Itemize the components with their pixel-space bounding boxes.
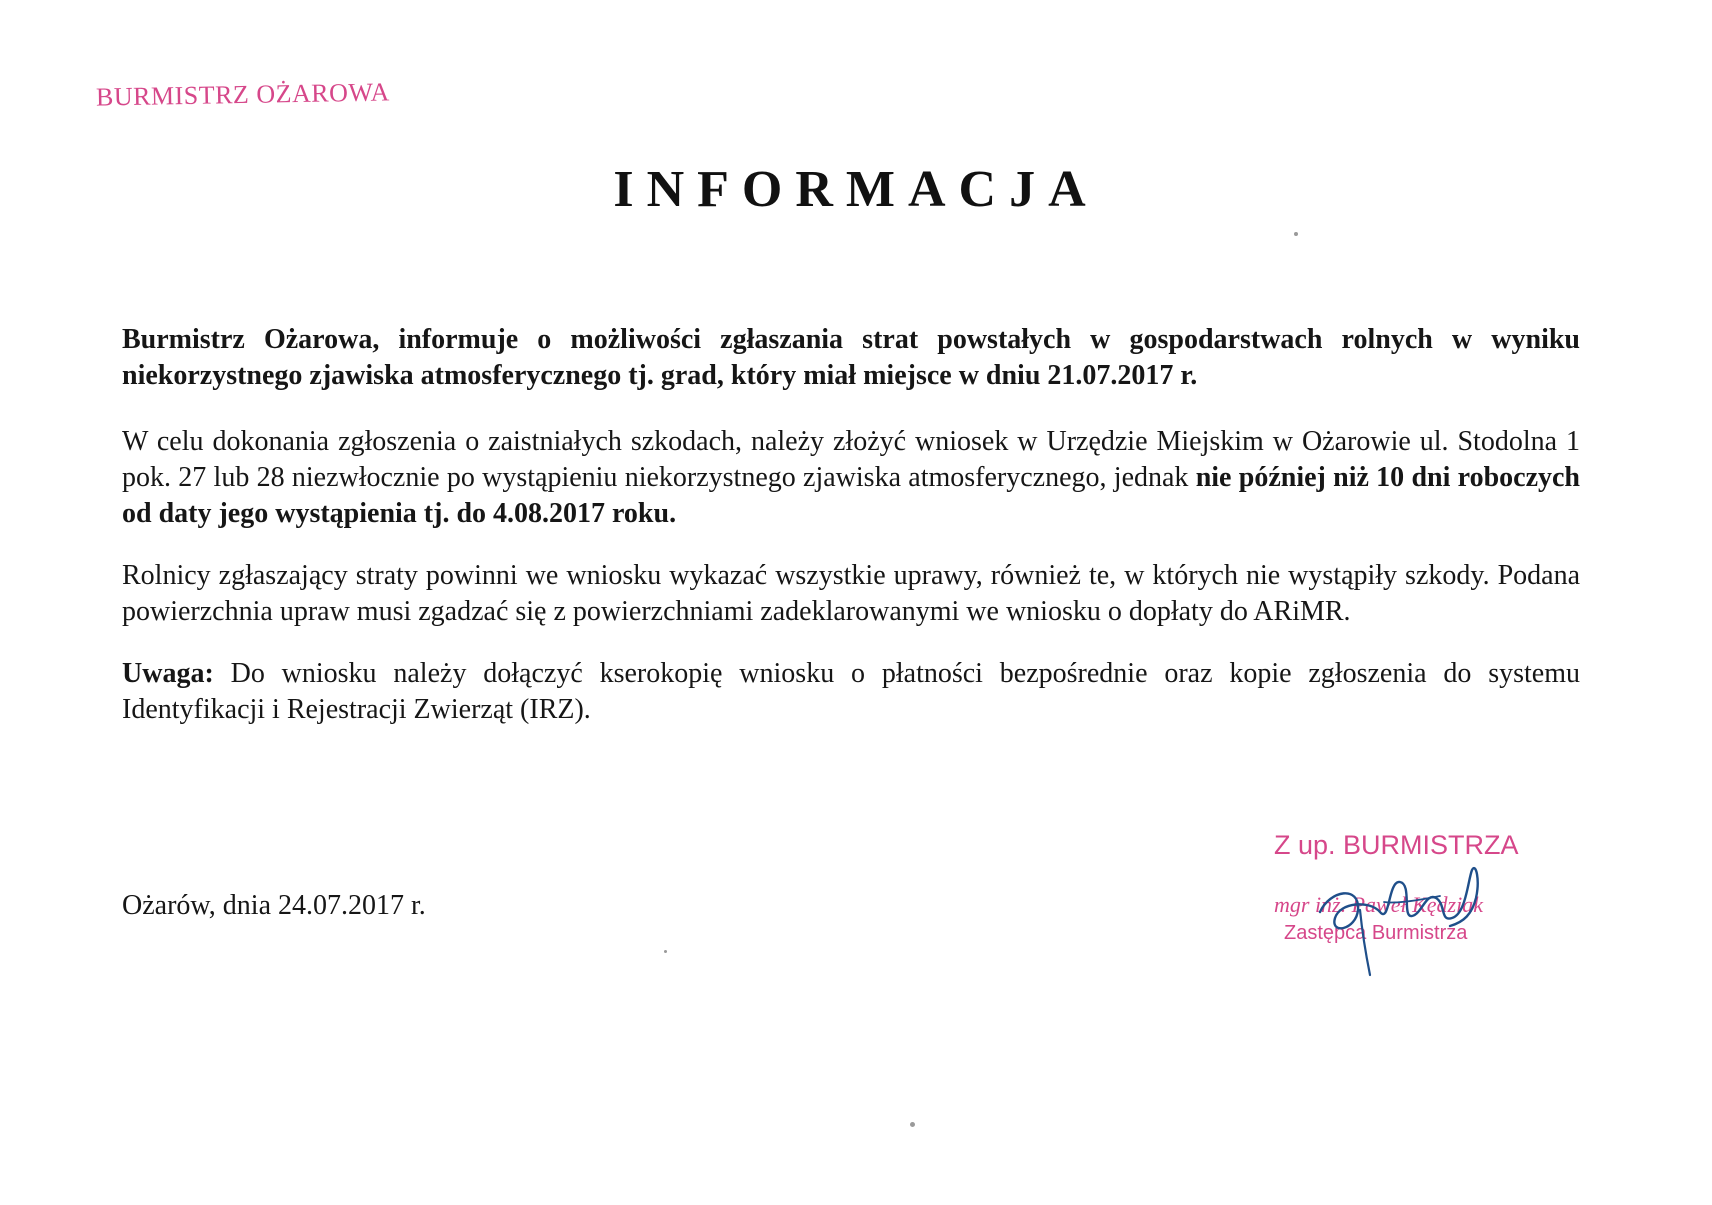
signature-stamp-line3: Zastępca Burmistrza [1284,922,1468,944]
paper-speck [664,950,667,953]
document-title: INFORMACJA [613,161,1099,218]
crops-paragraph: Rolnicy zgłaszający straty powinni we wniosku wykazać wszystkie uprawy, również te, w których nie wystąpiły szkody. Podana powierzchnia upraw musi zgadzać się z powierzchniami zadeklarowanymi we wniosku o dopłaty do ARiMR. [122,560,1580,627]
signature-stamp-line2: mgr inż. Paweł Kędziak [1274,892,1483,917]
paper-speck [910,1122,915,1127]
submission-text: W celu dokonania zgłoszenia o zaistniałych szkodach, należy złożyć wniosek w Urzędzie Miejskim w Ożarowie ul. Stodolna 1 pok. 27 lub 28 niezwłocznie po wystąpieniu niekorzystnego zjawiska atmosferycznego, jednak [122,426,1580,493]
note-label: Uwaga: [122,658,214,689]
deadline-text: nie później niż 10 dni roboczych od daty jego wystąpienia tj. do 4.08.2017 roku. [122,462,1581,529]
paper-speck [1294,232,1298,236]
date-place-line: Ożarów, dnia 24.07.2017 r. [122,890,426,921]
note-paragraph [122,656,1580,728]
header-stamp: BURMISTRZ OŻAROWA [95,77,391,112]
handwritten-signature [1300,840,1500,980]
signature-stamp-line1: Z up. BURMISTRZA [1274,830,1519,860]
intro-paragraph: Burmistrz Ożarowa, informuje o możliwości zgłaszania strat powstałych w gospodarstwach rolnych w wyniku niekorzystnego zjawiska atmosferycznego tj. grad, który miał miejsce w dniu 21.07.2017 r. [122,324,1580,391]
note-text: Do wniosku należy dołączyć kserokopię wniosku o płatności bezpośrednie oraz kopie zgłoszenia do systemu Identyfikacji i Rejestracji Zwierząt (IRZ). [122,658,1580,725]
document-body [122,322,1580,728]
submission-paragraph [122,424,1580,532]
